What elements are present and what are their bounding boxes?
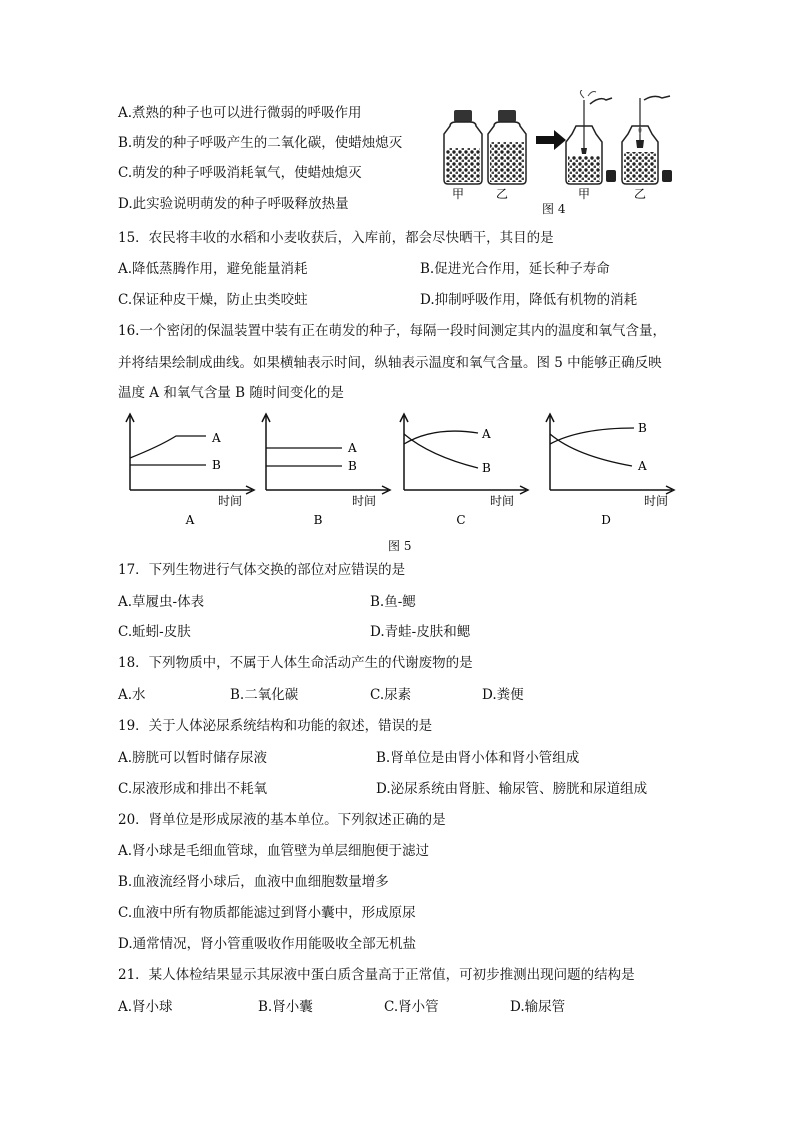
q18-stem: 18．下列物质中，不属于人体生命活动产生的代谢废物的是	[118, 655, 473, 671]
graph-a-label: A	[185, 513, 195, 527]
q16-stem-line-1: 16.一个密闭的保温装置中装有正在萌发的种子，每隔一段时间测定其内的温度和氧气含量，	[118, 323, 666, 339]
figure-4-jars	[440, 90, 676, 202]
jar-label-jia-2: 甲	[577, 187, 591, 201]
q19-option-b: B.肾单位是由肾小体和肾小管组成	[376, 750, 580, 766]
q18-option-a: A.水	[118, 687, 146, 703]
graph-c-xlabel: 时间	[490, 494, 515, 508]
q16-stem-line-3: 温度 A 和氧气含量 B 随时间变化的是	[118, 385, 344, 401]
q15-option-b: B.促进光合作用，延长种子寿命	[420, 261, 610, 277]
graph-b-curve-2-label: B	[348, 459, 357, 473]
graph-d-label: D	[601, 513, 611, 527]
graph-c	[394, 412, 544, 532]
q19-option-d: D.泌尿系统由肾脏、输尿管、膀胱和尿道组成	[376, 781, 648, 797]
jar-yi-closed	[488, 110, 526, 184]
q14-option-c: C.萌发的种子呼吸消耗氧气，使蜡烛熄灭	[118, 165, 362, 181]
q21-option-c: C.肾小管	[384, 999, 439, 1015]
graph-d-curve-1	[550, 428, 634, 444]
q20-option-b: B.血液流经肾小球后，血液中血细胞数量增多	[118, 874, 389, 890]
q21-option-b: B.肾小囊	[258, 999, 313, 1015]
figure-4-caption: 图 4	[542, 202, 566, 216]
q17-stem: 17．下列生物进行气体交换的部位对应错误的是	[118, 562, 406, 578]
graph-b	[256, 412, 406, 532]
graph-b-xlabel: 时间	[352, 494, 377, 508]
q15-option-c: C.保证种皮干燥，防止虫类咬蛀	[118, 292, 308, 308]
graph-b-label: B	[313, 513, 323, 527]
q21-stem: 21．某人体检结果显示其尿液中蛋白质含量高于正常值，可初步推测出现问题的结构是	[118, 967, 635, 983]
graph-a-curve-1-label: A	[212, 431, 221, 445]
jar-jia-open	[566, 90, 616, 184]
q15-option-d: D.抑制呼吸作用，降低有机物的消耗	[420, 292, 638, 308]
q21-option-a: A.肾小球	[118, 999, 173, 1015]
q14-option-a: A.煮熟的种子也可以进行微弱的呼吸作用	[118, 105, 362, 121]
graph-c-label: C	[456, 513, 466, 527]
q20-option-c: C.血液中所有物质都能滤过到肾小囊中，形成原尿	[118, 905, 416, 921]
jar-label-jia: 甲	[451, 187, 465, 201]
q14-option-d: D.此实验说明萌发的种子呼吸释放热量	[118, 196, 349, 212]
q18-option-d: D.粪便	[482, 687, 524, 703]
q18-option-b: B.二氧化碳	[230, 687, 299, 703]
graph-d-curve-2-label: A	[638, 459, 647, 473]
graph-a-curve-2-label: B	[212, 458, 221, 472]
graph-a-xlabel: 时间	[218, 494, 243, 508]
arrow-icon	[536, 130, 566, 150]
q19-option-c: C.尿液形成和排出不耗氧	[118, 781, 268, 797]
q17-option-c: C.蚯蚓-皮肤	[118, 624, 191, 640]
jar-yi-open	[622, 96, 672, 184]
q14-option-b: B.萌发的种子呼吸产生的二氧化碳，使蜡烛熄灭	[118, 135, 403, 151]
figure-5-caption: 图 5	[388, 539, 412, 553]
graph-d	[540, 412, 690, 532]
graph-c-curve-2	[404, 434, 478, 468]
graph-c-curve-2-label: B	[482, 461, 491, 475]
q17-option-a: A.草履虫-体表	[118, 594, 205, 610]
graph-b-curve-1-label: A	[348, 441, 357, 455]
q15-option-a: A.降低蒸腾作用，避免能量消耗	[118, 261, 308, 277]
graph-a-curve-1	[130, 436, 206, 458]
q20-option-a: A.肾小球是毛细血管球，血管壁为单层细胞便于滤过	[118, 843, 430, 859]
q17-option-d: D.青蛙-皮肤和鳃	[370, 624, 471, 640]
q15-stem: 15．农民将丰收的水稻和小麦收获后，入库前，都会尽快晒干，其目的是	[118, 230, 554, 246]
q20-option-d: D.通常情况，肾小管重吸收作用能吸收全部无机盐	[118, 936, 417, 952]
jar-label-yi: 乙	[495, 187, 509, 201]
q19-option-a: A.膀胱可以暂时储存尿液	[118, 750, 268, 766]
graph-a	[120, 412, 270, 532]
jar-jia-closed	[444, 110, 482, 184]
graph-c-curve-1-label: A	[482, 427, 491, 441]
graph-d-curve-1-label: B	[638, 421, 647, 435]
jar-label-yi-2: 乙	[633, 187, 647, 201]
q17-option-b: B.鱼-鳃	[370, 594, 416, 610]
graph-d-xlabel: 时间	[644, 494, 669, 508]
q19-stem: 19．关于人体泌尿系统结构和功能的叙述，错误的是	[118, 718, 433, 734]
q18-option-c: C.尿素	[370, 687, 412, 703]
q20-stem: 20．肾单位是形成尿液的基本单位。下列叙述正确的是	[118, 812, 446, 828]
q16-stem-line-2: 并将结果绘制成曲线。如果横轴表示时间，纵轴表示温度和氧气含量。图 5 中能够正确反映	[118, 355, 662, 371]
q21-option-d: D.输尿管	[510, 999, 566, 1015]
